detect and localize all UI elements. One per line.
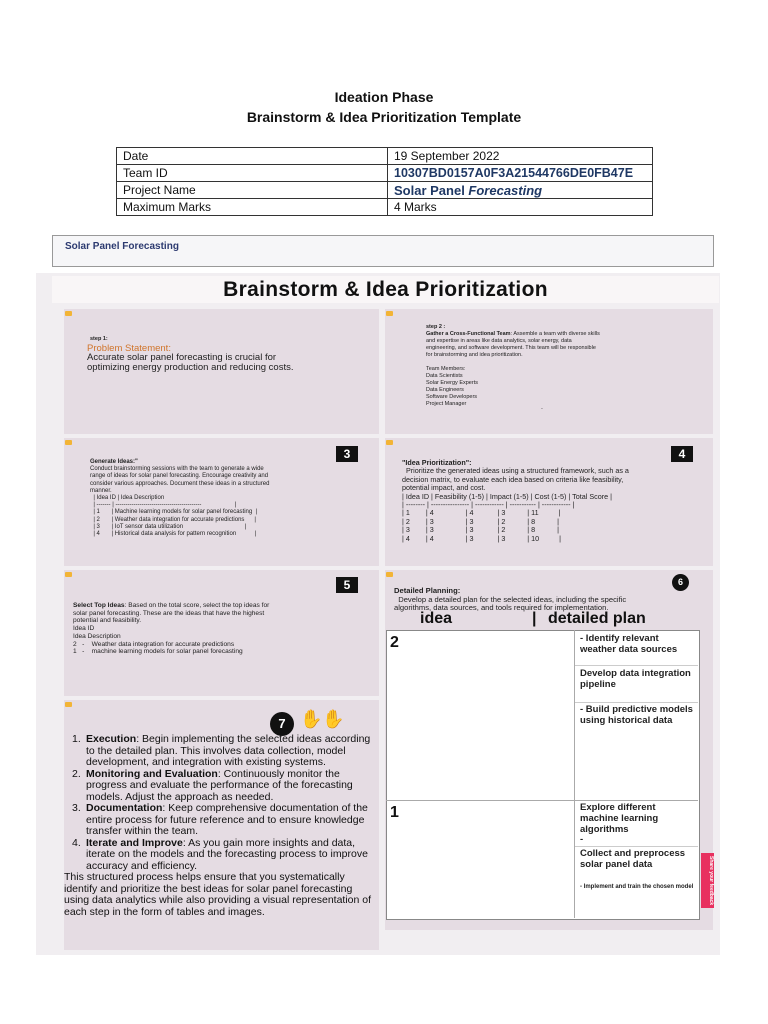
- marks-label: Maximum Marks: [117, 199, 388, 216]
- info-table: [116, 147, 653, 216]
- item-text: : Begin implementing the selected ideas according to the detailed plan. This involves data collection, model development, and integration with existing systems.: [86, 733, 371, 768]
- panel5-line: Idea ID: [73, 625, 95, 633]
- list-text: [86, 769, 372, 804]
- panel5-line: potential and feasibility.: [73, 617, 142, 625]
- project-name-part: Solar Panel: [394, 182, 469, 198]
- panel2-line-3: engineering, and software development. This team will be responsible: [426, 345, 596, 351]
- page-title: Ideation Phase: [334, 89, 434, 105]
- panel4-line: Prioritize the generated ideas using a structured framework, such as a: [402, 466, 629, 476]
- panel4-line: potential impact, and cost.: [402, 483, 486, 493]
- panel3-line: consider various approaches. Document these ideas in a structured: [90, 480, 270, 487]
- panel2-line-2: and expertise in areas like data analytics, solar energy, data: [426, 338, 572, 344]
- panel4-line: | 2 | 3 | 3 | 2 | 8 |: [402, 516, 559, 526]
- step-number-3: 3: [336, 446, 358, 462]
- board-title: Brainstorm & Idea Prioritization: [52, 276, 719, 303]
- board-banner: [52, 235, 714, 267]
- select-top-ideas-heading: Select Top Ideas: [73, 602, 125, 609]
- date-value: 19 September 2022: [388, 148, 653, 165]
- step-number-5: 5: [336, 577, 358, 593]
- plan-item: Develop data integration pipeline: [580, 668, 691, 690]
- panel2-line-1: : Assemble a team with diverse skills: [510, 331, 600, 337]
- plan-item: - Implement and train the chosen model: [580, 884, 694, 890]
- col-separator: |: [532, 610, 537, 627]
- problem-heading: Problem Statement:: [87, 343, 171, 354]
- panel5-line: : Based on the total score, select the top ideas for: [124, 602, 270, 609]
- plan-item: Explore different machine learning algorithms: [580, 802, 659, 835]
- team-member: Solar Energy Experts: [426, 380, 478, 386]
- panel6-line: Develop a detailed plan for the selected ideas, including the specific: [394, 594, 627, 604]
- plan-item: Collect and preprocess solar panel data: [580, 848, 686, 870]
- panel4-line: decision matrix, to evaluate each idea based on criteria like feasibility,: [402, 474, 624, 484]
- panel3-line: | ------- | ------------------------------------------- |: [90, 502, 237, 509]
- panel5-line: 2 - Weather data integration for accurate predictions: [73, 640, 235, 648]
- sticky-marker: [386, 572, 393, 577]
- step-number-6: 6: [672, 574, 689, 591]
- panel3-line: | 3 | IoT sensor data utilization |: [90, 523, 247, 530]
- list-item: [72, 769, 372, 804]
- project-name-label: Project Name: [117, 182, 388, 199]
- team-id-label: Team ID: [117, 165, 388, 182]
- list-item: [72, 838, 372, 873]
- panel6-text: [394, 587, 626, 613]
- step-number-4: 4: [671, 446, 693, 462]
- item-title: Iterate and Improve: [86, 836, 183, 849]
- team-lead: Gather a Cross-Functional Team: [426, 331, 511, 337]
- list-text: [86, 734, 372, 769]
- table-row: [117, 182, 653, 199]
- sticky-marker: [65, 702, 72, 707]
- panel3-line: | Idea ID | Idea Description: [90, 495, 165, 502]
- generate-ideas-heading: Generate Ideas:": [90, 459, 138, 465]
- problem-line-2: optimizing energy production and reducing costs.: [87, 362, 294, 373]
- detailed-planning-heading: Detailed Planning:: [394, 586, 461, 595]
- panel3-line: manner.: [90, 487, 112, 494]
- list-number: 3.: [72, 802, 81, 814]
- panel5-text: [73, 602, 269, 656]
- item-title: Monitoring and Evaluation: [86, 767, 218, 780]
- grid-divider: [386, 800, 698, 801]
- panel6-line: algorithms, data sources, and tools required for implementation.: [394, 603, 609, 613]
- date-label: Date: [117, 148, 388, 165]
- idea-id-1: 1: [390, 804, 399, 821]
- team-member: Software Developers: [426, 394, 478, 400]
- problem-line-1: Accurate solar panel forecasting is crucial for: [87, 352, 277, 363]
- panel4-text: [402, 459, 629, 543]
- team-members-label: Team Members:: [426, 366, 466, 372]
- panel4-line: | 1 | 4 | 4 | 3 | 11 |: [402, 508, 561, 518]
- team-member: Data Engineers: [426, 387, 464, 393]
- table-row: [117, 199, 653, 216]
- idea-prioritization-heading: "Idea Prioritization":: [402, 458, 472, 467]
- sticky-marker: [65, 572, 72, 577]
- panel3-line: Conduct brainstorming sessions with the team to generate a wide: [90, 466, 264, 473]
- marks-value: 4 Marks: [388, 199, 653, 216]
- panel4-line: | 4 | 4 | 3 | 3 | 10 |: [402, 533, 561, 543]
- grid-divider: [574, 630, 575, 918]
- panel3-text: [90, 459, 269, 538]
- sticky-marker: [65, 311, 72, 316]
- list-text: [86, 838, 372, 873]
- step-label: step 2 :: [426, 324, 446, 330]
- item-title: Execution: [86, 733, 137, 745]
- table-row: [117, 165, 653, 182]
- panel7-list: [64, 733, 372, 918]
- list-number: 1.: [72, 733, 81, 745]
- closing-paragraph: This structured process helps ensure that you systematically identify and prioritize the best ideas for solar panel forecasting using data analytics while also providing a visual representation of each step in the form of tables and images.: [64, 871, 372, 918]
- panel2-text: [426, 324, 600, 408]
- item-text: : As you gain more insights and data, iterate on the models and the forecasting process to improve accuracy and efficiency.: [86, 836, 368, 872]
- page-subtitle: Brainstorm & Idea Prioritization Template: [246, 109, 522, 125]
- list-item: [72, 734, 372, 769]
- col-plan-header: detailed plan: [548, 610, 646, 627]
- table-row: [117, 148, 653, 165]
- grid-divider: [575, 665, 698, 666]
- sticky-marker: [386, 311, 393, 316]
- panel4-line: | 3 | 3 | 3 | 2 | 8 |: [402, 525, 559, 535]
- item-text: : Keep comprehensive documentation of the entire process for future reference and to ensure knowledge transfer within the team.: [86, 802, 368, 837]
- grid-divider: [575, 846, 698, 847]
- list-item: [72, 803, 372, 838]
- plan-item: - Identify relevant weather data sources: [580, 633, 678, 655]
- team-id-value: 10307BD0157A0F3A21544766DE0FB47E: [388, 165, 653, 182]
- panel3-line: | 2 | Weather data integration for accurate predictions |: [90, 516, 256, 523]
- project-name-value: [388, 182, 653, 199]
- feedback-tab[interactable]: Share your feedback: [701, 853, 714, 908]
- step-label: step 1:: [90, 336, 108, 342]
- panel4-line: | -------- | ---------------- | ------------ | ----------- | ------------ |: [402, 500, 575, 510]
- panel3-line: | 1 | Machine learning models for solar panel forecasting |: [90, 509, 258, 516]
- panel5-line: solar panel forecasting. These are the ideas that have the highest: [73, 609, 265, 617]
- list-number: 2.: [72, 767, 81, 780]
- item-title: Documentation: [86, 802, 163, 814]
- stray-dot: .: [541, 404, 543, 411]
- project-name-italic: Forecasting: [468, 182, 543, 198]
- item-text: : Continuously monitor the progress and evaluate the performance of the forecasting models. Adjust the approach as needed.: [86, 767, 353, 803]
- plan-item: -: [580, 834, 584, 845]
- panel4-line: | Idea ID | Feasibility (1-5) | Impact (1-5) | Cost (1-5) | Total Score |: [402, 491, 612, 501]
- step-number-7: 7: [270, 712, 294, 736]
- sticky-marker: [386, 440, 393, 445]
- team-member: Data Scientists: [426, 373, 463, 379]
- idea-id-2: 2: [390, 634, 399, 651]
- team-member: Project Manager: [426, 401, 467, 407]
- panel3-line: | 4 | Historical data analysis for pattern recognition |: [90, 531, 257, 538]
- list-text: [86, 803, 372, 838]
- list-number: 4.: [72, 836, 81, 849]
- grid-divider: [575, 702, 698, 703]
- plan-item: - Build predictive models using historical data: [580, 704, 693, 726]
- sticky-marker: [65, 440, 72, 445]
- col-idea-header: idea: [420, 610, 453, 627]
- panel5-line: Idea Description: [73, 632, 121, 640]
- banner-title: Solar Panel Forecasting: [65, 241, 179, 252]
- raised-hands-icon: ✋✋: [300, 709, 345, 729]
- panel5-line: 1 - machine learning models for solar panel forecasting: [73, 648, 243, 656]
- panel3-line: range of ideas for solar panel forecasting. Encourage creativity and: [90, 473, 269, 480]
- panel2-line-4: for brainstorming and idea prioritization.: [426, 352, 523, 358]
